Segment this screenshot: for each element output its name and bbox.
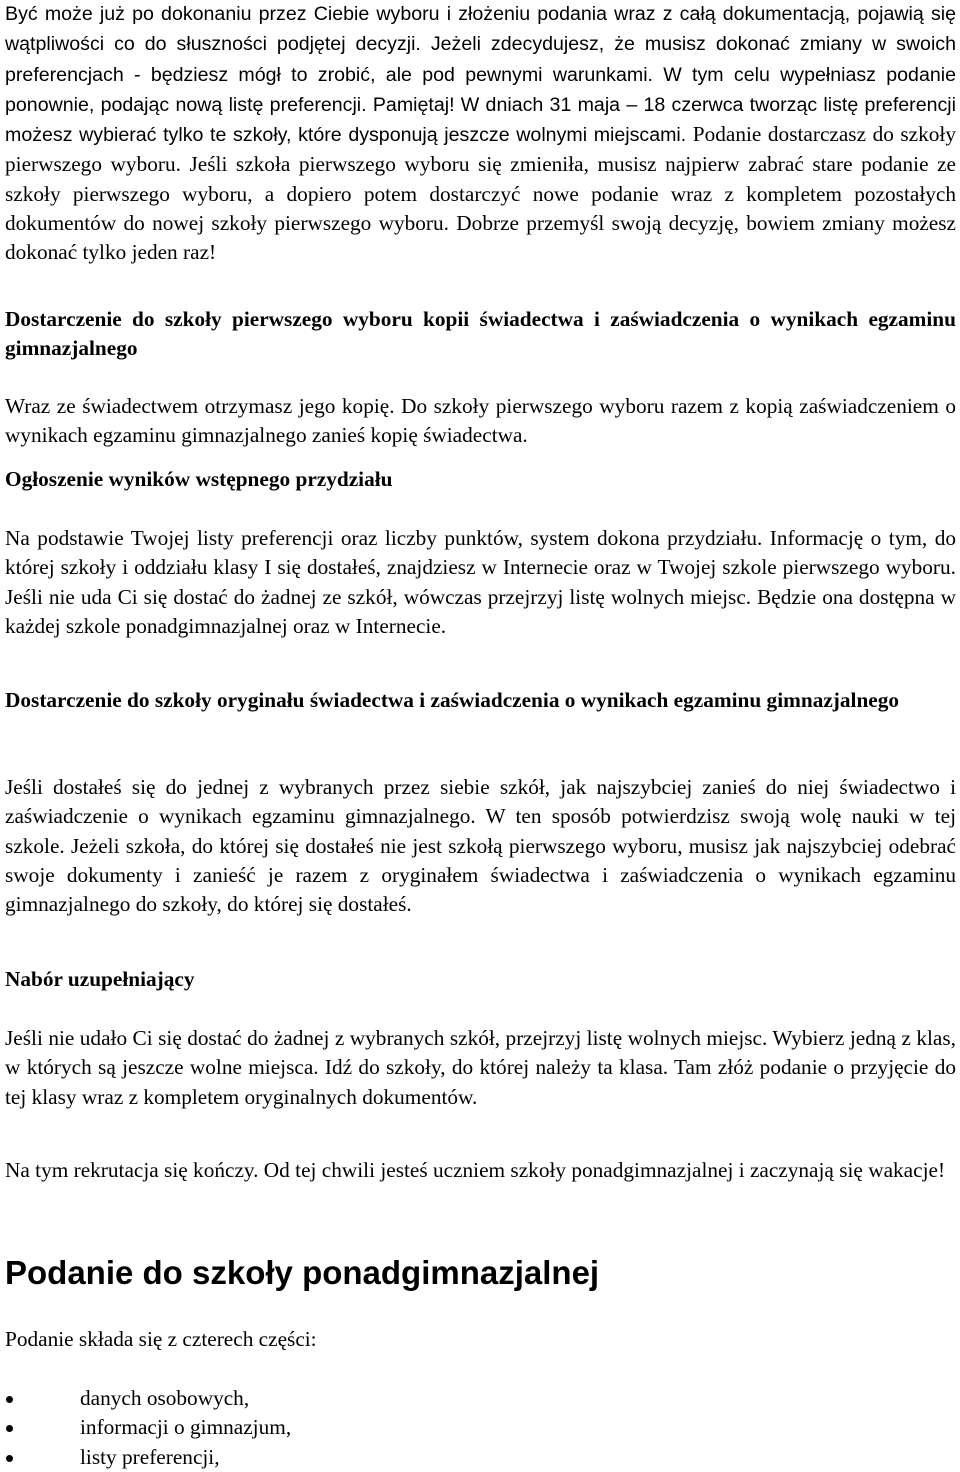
section-body-end: Na tym rekrutacja się kończy. Od tej chwili jesteś uczniem szkoły ponadgimnazjalnej i zaczynają się wakacje! [5,1158,946,1182]
section-body-copies: Wraz ze świadectwem otrzymasz jego kopię. Do szkoły pierwszego wyboru razem z kopią zaświadczeniem o wynikach egzaminu gimnazjalnego zanieś kopię świadectwa. [5,394,956,448]
section-heading-results: Ogłoszenie wyników wstępnego przydziału [5,467,393,491]
list-item [5,1443,956,1472]
section-body-supplementary: Jeśli nie udało Ci się dostać do żadnej z wybranych szkół, przejrzyj listę wolnych miejsc. Wybierz jedną z klas, w których są jeszcze wolne miejsca. Idź do szkoły, do której należy ta klasa. Tam złóż podanie o przyjęcie do tej klasy wraz z kompletem oryginalnych dokumentów. [5,1026,956,1109]
section-heading-copies: Dostarczenie do szkoły pierwszego wyboru kopii świadectwa i zaświadczenia o wynikach egzaminu gimnazjalnego [5,307,956,361]
list-item [5,1413,956,1442]
section-body-originals: Jeśli dostałeś się do jednej z wybranych przez siebie szkół, jak najszybciej zanieś do niej świadectwo i zaświadczenie o wynikach egzaminu gimnazjalnego. W ten sposób potwierdzisz swoją wolę nauki w tej szkole. Jeżeli szkoła, do której się dostałeś nie jest szkołą pierwszego wyboru, musisz jak najszybciej odebrać swoje dokumenty i zanieść je razem z oryginałem świadectwa i zaświadczenia o wynikach egzaminu gimnazjalnego do szkoły, do której się dostałeś. [5,775,956,917]
intro-sentence-sans: Być może już po dokonaniu przez Ciebie wyboru i złożeniu podania wraz z całą dokumentacją, pojawią się wątpliwości co do słuszności podjętej decyzji. Jeżeli zdecydujesz, że musisz dokonać zmiany w swoich preferencjach - będziesz mógł to zrobić, ale pod pewnymi warunkami. W tym celu wypełniasz podanie ponownie, podając nową listę preferencji. Pamiętaj! W dniach 31 maja – 18 czerwca tworząc listę preferencji możesz wybierać tylko te szkoły, które dysponują jeszcze wolnymi miejscami. [5,3,956,147]
list-item [5,1384,956,1413]
bullet-icon [6,1455,13,1462]
chapter-lead: Podanie składa się z czterech części: [5,1327,317,1351]
list-item-text: informacji o gimnazjum, [80,1415,292,1440]
bullet-icon [6,1396,13,1403]
intro-sentence-delivery: Podanie dostarczasz do szkoły pierwszego wyboru. [5,122,956,177]
section-heading-originals: Dostarczenie do szkoły oryginału świadectwa i zaświadczenia o wynikach egzaminu gimnazjalnego [5,688,900,712]
intro-sentence-change: Jeśli szkoła pierwszego wyboru się zmieniła, musisz najpierw zabrać stare podanie ze szkoły pierwszego wyboru, a dopiero potem dostarczyć nowe podanie wraz z kompletem pozostałych dokumentów do nowej szkoły pierwszego wyboru. Dobrze przemyśl swoją decyzję, bowiem zmiany możesz dokonać tylko jeden raz! [5,152,956,265]
parts-list [5,1384,956,1472]
intro-paragraph [5,0,956,268]
chapter-title: Podanie do szkoły ponadgimnazjalnej [5,1254,600,1291]
list-item-text: danych osobowych, [80,1386,250,1410]
section-heading-supplementary: Nabór uzupełniający [5,967,195,991]
list-item-text: listy preferencji, [80,1444,220,1469]
section-body-results: Na podstawie Twojej listy preferencji oraz liczby punktów, system dokona przydziału. Informację o tym, do której szkoły i oddziału klasy I się dostałeś, znajdziesz w Internecie oraz w Twojej szkole pierwszego wyboru. Jeśli nie uda Ci się dostać do żadnej ze szkół, wówczas przejrzyj listę wolnych miejsc. Będzie ona dostępna w każdej szkole ponadgimnazjalnej oraz w Internecie. [5,526,956,638]
bullet-icon [6,1425,13,1432]
